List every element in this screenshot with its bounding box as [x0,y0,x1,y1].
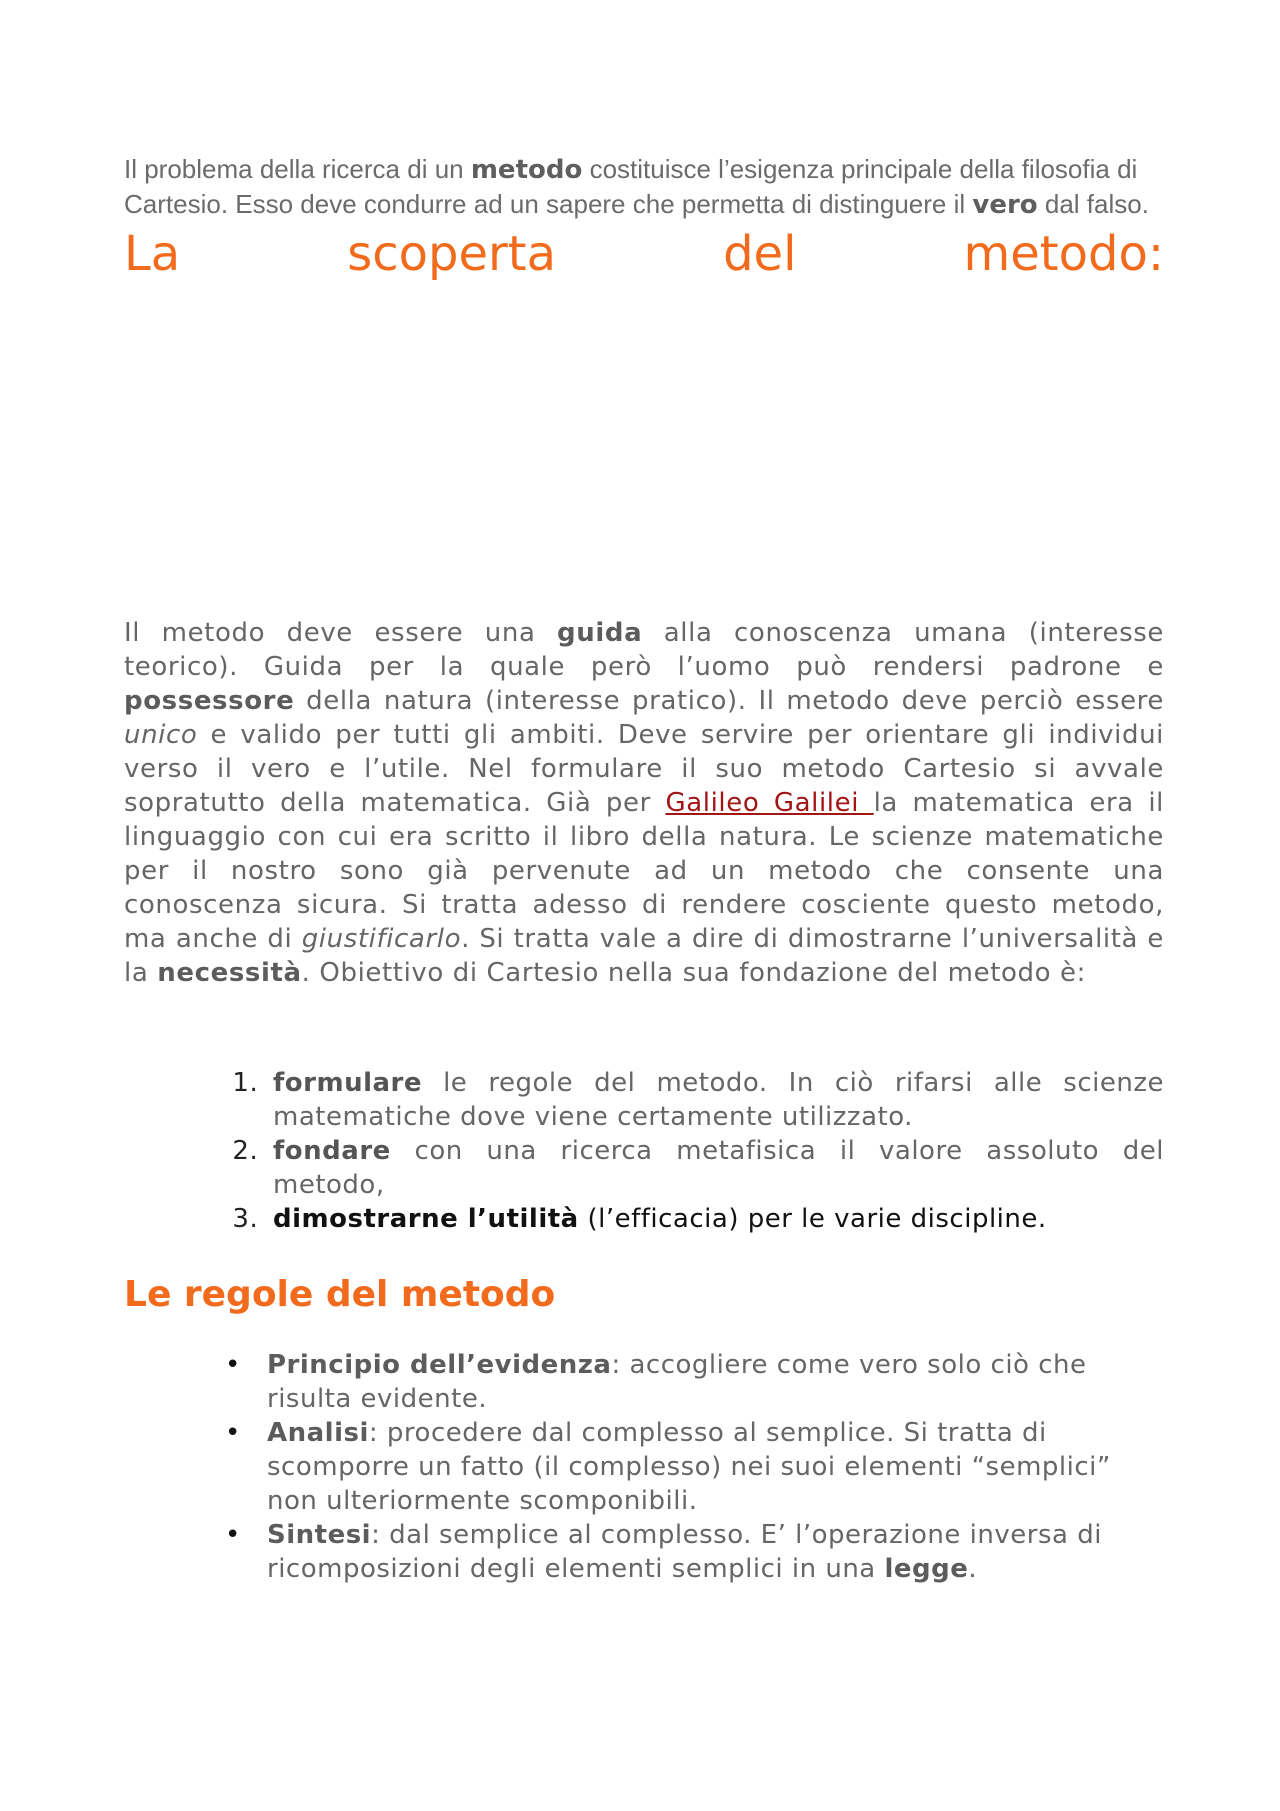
rule-text: . [968,1554,978,1584]
heading-word: del [723,226,797,282]
body-text: Il metodo deve essere una [124,618,558,648]
body-text: alla conoscenza umana (interesse teorico). Guida per la quale però l’uomo può rendersi padrone e [124,618,1164,682]
intro-text: costituisce l’esigenza principale della filosofia di Cartesio. Esso deve condurre ad un sapere che permetta di distinguere il [124,154,1138,219]
rule-bold: Sintesi [267,1520,372,1550]
body-text: la matematica era il linguaggio con cui era scritto il libro della natura. Le scienze matematiche per il nostro sono già pervenute ad un metodo che consente una conoscenza sicura. Si tratta adesso di rendere cosciente questo metodo, ma anche di [124,788,1164,954]
goal-text: le regole del metodo. In ciò rifarsi alle scienze matematiche dove viene certamente utilizzato. [273,1068,1164,1132]
rule-text: : dal semplice al complesso. E’ l’operazione inversa di ricomposizioni degli elementi semplici in una [267,1520,1102,1584]
document-page [124,152,1165,1584]
goal-bold: formulare [273,1068,423,1098]
rule-bold: Analisi [267,1418,369,1448]
body-bold-possessore: possessore [124,686,295,716]
intro-bold-vero: vero [972,190,1038,220]
body-text: . Obiettivo di Cartesio nella sua fondazione del metodo è: [301,958,1086,988]
goal-item [267,1066,1164,1134]
heading-scoperta-metodo [124,224,1164,284]
body-text: e valido per tutti gli ambiti. Deve servire per orientare gli individui verso il vero e l’utile. Nel formulare il suo metodo Cartesio si avvale sopratutto della matematica. Già per [124,720,1164,818]
intro-text: dal falso. [1037,189,1149,219]
rules-list [124,1348,1164,1586]
body-italic-giustificarlo: giustificarlo [301,924,462,954]
body-bold-necessita: necessità [157,958,302,988]
goals-list [124,1066,1164,1236]
rule-bold: Principio dell’evidenza [267,1350,612,1380]
body-text: . Si tratta vale a dire di dimostrarne l’universalità e la [124,924,1165,988]
galileo-galilei-link[interactable]: Galileo Galilei [665,788,874,818]
intro-text: Il problema della ricerca di un [124,154,471,184]
rule-text: : procedere dal complesso al semplice. Si tratta di scomporre un fatto (il complesso) nei suoi elementi “semplici” non ulteriormente scomponibili. [267,1418,1111,1516]
body-bold-guida: guida [557,618,643,648]
heading-word: scoperta [347,226,556,282]
rule-item [225,1348,1164,1416]
goal-text: (l’efficacia) per le varie discipline. [578,1204,1047,1234]
intro-paragraph [124,152,1164,222]
goal-bold: dimostrarne l’utilità [273,1204,579,1234]
goal-text: con una ricerca metafisica il valore assoluto del metodo, [273,1136,1164,1200]
rule-item [225,1518,1164,1586]
body-italic-unico: unico [124,720,198,750]
intro-bold-metodo: metodo [470,155,583,185]
rule-item [225,1416,1164,1518]
goal-item [267,1202,1164,1236]
body-text: della natura (interesse pratico). Il metodo deve perciò essere [294,686,1164,716]
heading-word: metodo: [963,226,1164,282]
bullet-icon: • [225,1350,241,1380]
goal-item [267,1134,1164,1202]
rule-bold-legge: legge [884,1554,969,1584]
rule-text: : accogliere come vero solo ciò che risulta evidente. [267,1350,1087,1414]
heading-word: La [124,226,181,282]
goal-bold: fondare [273,1136,391,1166]
method-paragraph [124,616,1164,990]
heading-regole-metodo: Le regole del metodo [124,1274,556,1315]
bullet-icon: • [225,1520,241,1550]
bullet-icon: • [225,1418,241,1448]
